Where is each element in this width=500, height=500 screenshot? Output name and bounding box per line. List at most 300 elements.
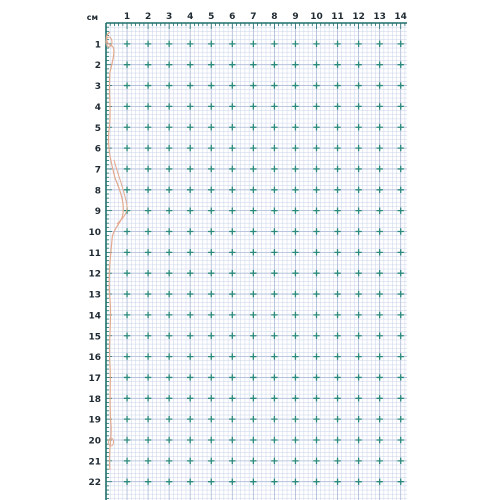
plus-cross-icon	[187, 395, 193, 401]
plus-cross-icon	[398, 291, 404, 297]
plus-cross-icon	[271, 41, 277, 47]
plus-cross-icon	[166, 416, 172, 422]
plus-cross-icon	[124, 124, 130, 130]
plus-cross-icon	[271, 145, 277, 151]
plus-cross-icon	[145, 395, 151, 401]
plus-cross-icon	[208, 103, 214, 109]
plus-cross-icon	[398, 166, 404, 172]
plus-cross-icon	[313, 145, 319, 151]
plus-cross-icon	[145, 479, 151, 485]
plus-cross-icon	[145, 291, 151, 297]
plus-cross-icon	[124, 395, 130, 401]
plus-cross-icon	[166, 228, 172, 234]
plus-cross-icon	[208, 270, 214, 276]
plus-cross-icon	[292, 395, 298, 401]
plus-cross-icon	[145, 312, 151, 318]
plus-cross-icon	[334, 312, 340, 318]
plus-cross-icon	[229, 103, 235, 109]
plus-cross-icon	[271, 228, 277, 234]
plus-cross-icon	[398, 479, 404, 485]
left-scale-label: 13	[88, 290, 101, 301]
plus-cross-icon	[398, 82, 404, 88]
plus-cross-icon	[145, 207, 151, 213]
plus-cross-icon	[376, 416, 382, 422]
plus-cross-icon	[313, 353, 319, 359]
plus-cross-icon	[187, 82, 193, 88]
left-scale-label: 4	[94, 102, 101, 113]
plus-cross-icon	[166, 249, 172, 255]
plus-cross-icon	[124, 62, 130, 68]
plus-cross-icon	[208, 395, 214, 401]
plus-cross-icon	[187, 228, 193, 234]
plus-cross-icon	[292, 166, 298, 172]
plus-cross-icon	[124, 249, 130, 255]
plus-cross-icon	[229, 249, 235, 255]
plus-cross-icon	[271, 416, 277, 422]
plus-cross-icon	[166, 291, 172, 297]
plus-cross-icon	[208, 416, 214, 422]
thread-decoration	[106, 32, 127, 470]
plus-cross-icon	[313, 124, 319, 130]
plus-cross-icon	[229, 62, 235, 68]
plus-cross-icon	[355, 270, 361, 276]
plus-cross-icon	[355, 41, 361, 47]
plus-cross-icon	[166, 124, 172, 130]
plus-cross-icon	[250, 207, 256, 213]
plus-cross-icon	[313, 187, 319, 193]
plus-cross-icon	[313, 374, 319, 380]
plus-cross-icon	[355, 353, 361, 359]
plus-cross-icon	[187, 249, 193, 255]
plus-cross-icon	[292, 333, 298, 339]
plus-cross-icon	[124, 270, 130, 276]
top-scale-label: 11	[331, 12, 344, 22]
plus-cross-icon	[229, 207, 235, 213]
top-scale-label: 14	[394, 12, 407, 22]
plus-cross-icon	[292, 416, 298, 422]
plus-cross-icon	[124, 312, 130, 318]
plus-cross-icon	[229, 333, 235, 339]
plus-cross-icon	[208, 353, 214, 359]
plus-cross-icon	[208, 291, 214, 297]
plus-cross-icon	[187, 62, 193, 68]
top-scale-label: 4	[187, 12, 194, 22]
plus-cross-icon	[250, 291, 256, 297]
plus-cross-icon	[355, 228, 361, 234]
plus-cross-icon	[208, 437, 214, 443]
top-scale-labels	[124, 12, 407, 22]
plus-cross-icon	[208, 228, 214, 234]
plus-cross-icon	[313, 103, 319, 109]
plus-cross-icon	[334, 145, 340, 151]
plus-cross-icon	[398, 62, 404, 68]
plus-cross-icon	[334, 270, 340, 276]
plus-cross-icon	[313, 479, 319, 485]
plus-cross-icon	[229, 458, 235, 464]
plus-cross-icon	[250, 249, 256, 255]
plus-cross-icon	[313, 416, 319, 422]
plus-cross-icon	[334, 124, 340, 130]
plus-cross-icon	[355, 166, 361, 172]
plus-cross-icon	[166, 458, 172, 464]
plus-cross-icon	[376, 166, 382, 172]
plus-cross-icon	[398, 187, 404, 193]
plus-cross-icon	[355, 458, 361, 464]
plus-cross-icon	[398, 41, 404, 47]
plus-cross-icon	[334, 479, 340, 485]
left-scale-label: 3	[94, 82, 101, 93]
plus-cross-icon	[229, 374, 235, 380]
left-scale-label: 2	[94, 61, 101, 72]
plus-cross-icon	[313, 291, 319, 297]
plus-cross-icon	[292, 479, 298, 485]
plus-cross-icon	[124, 333, 130, 339]
plus-cross-icon	[376, 270, 382, 276]
plus-cross-icon	[166, 41, 172, 47]
plus-cross-icon	[398, 228, 404, 234]
top-scale-label: 9	[292, 12, 299, 22]
plus-cross-icon	[124, 228, 130, 234]
plus-cross-icon	[376, 41, 382, 47]
plus-cross-icon	[271, 270, 277, 276]
plus-cross-icon	[334, 41, 340, 47]
plus-cross-icon	[166, 62, 172, 68]
plus-cross-icon	[187, 353, 193, 359]
plus-cross-icon	[398, 270, 404, 276]
plus-cross-icon	[376, 312, 382, 318]
plus-cross-icon	[145, 145, 151, 151]
plus-cross-icon	[334, 291, 340, 297]
plus-cross-icon	[398, 333, 404, 339]
plus-cross-icon	[271, 62, 277, 68]
left-scale-label: 12	[88, 269, 101, 280]
plus-cross-icon	[145, 228, 151, 234]
plus-cross-icon	[376, 62, 382, 68]
plus-cross-icon	[166, 207, 172, 213]
plus-cross-icon	[166, 103, 172, 109]
plus-cross-icon	[124, 145, 130, 151]
plus-cross-icon	[313, 41, 319, 47]
plus-cross-icon	[398, 416, 404, 422]
plus-cross-icon	[208, 249, 214, 255]
plus-cross-icon	[187, 207, 193, 213]
plus-cross-icon	[292, 82, 298, 88]
plus-cross-icon	[376, 479, 382, 485]
top-scale-label: 10	[310, 12, 323, 22]
plus-cross-icon	[229, 291, 235, 297]
plus-cross-icon	[208, 374, 214, 380]
plus-cross-icon	[208, 207, 214, 213]
plus-cross-icon	[271, 124, 277, 130]
plus-cross-icon	[166, 82, 172, 88]
left-scale-label: 19	[88, 415, 101, 426]
left-scale-label: 1	[94, 40, 101, 51]
plus-cross-icon	[376, 291, 382, 297]
plus-cross-icon	[292, 145, 298, 151]
plus-cross-icon	[187, 145, 193, 151]
plus-cross-icon	[250, 333, 256, 339]
plus-cross-icon	[334, 437, 340, 443]
left-scale-label: 17	[88, 373, 101, 384]
plus-cross-icon	[250, 479, 256, 485]
plus-cross-icon	[229, 353, 235, 359]
plus-cross-icon	[334, 395, 340, 401]
plus-cross-icon	[208, 124, 214, 130]
top-scale-label: 12	[352, 12, 365, 22]
plus-cross-icon	[355, 124, 361, 130]
plus-cross-icon	[313, 166, 319, 172]
plus-cross-icon	[187, 124, 193, 130]
plus-cross-icon	[166, 374, 172, 380]
plus-cross-icon	[292, 270, 298, 276]
plus-cross-icon	[398, 458, 404, 464]
plus-cross-icon	[166, 145, 172, 151]
plus-cross-icon	[313, 395, 319, 401]
plus-cross-icon	[208, 458, 214, 464]
plus-cross-icon	[376, 458, 382, 464]
plus-cross-icon	[355, 312, 361, 318]
plus-cross-icon	[124, 166, 130, 172]
plus-cross-icon	[355, 374, 361, 380]
plus-cross-icon	[208, 479, 214, 485]
plus-cross-icon	[334, 249, 340, 255]
plus-cross-icon	[355, 291, 361, 297]
plus-cross-icon	[250, 395, 256, 401]
left-scale-label: 11	[88, 248, 101, 259]
top-scale-label: 5	[208, 12, 215, 22]
plus-cross-icon	[187, 187, 193, 193]
plus-cross-icon	[334, 416, 340, 422]
plus-cross-icon	[208, 312, 214, 318]
plus-cross-icon	[334, 207, 340, 213]
ruler-edges	[106, 23, 407, 500]
plus-cross-icon	[398, 437, 404, 443]
plus-cross-icon	[250, 437, 256, 443]
plus-cross-icon	[355, 187, 361, 193]
plus-cross-icon	[124, 82, 130, 88]
plus-cross-icon	[124, 479, 130, 485]
plus-cross-icon	[229, 166, 235, 172]
plus-cross-icon	[271, 291, 277, 297]
plus-cross-icon	[145, 333, 151, 339]
plus-cross-icon	[229, 416, 235, 422]
plus-cross-icon	[355, 103, 361, 109]
plus-cross-icon	[229, 270, 235, 276]
plus-cross-icon	[292, 62, 298, 68]
top-scale-label: 8	[271, 12, 278, 22]
plus-cross-icon	[229, 312, 235, 318]
plus-cross-icon	[124, 291, 130, 297]
top-scale-label: 6	[229, 12, 236, 22]
plus-cross-icon	[187, 291, 193, 297]
plus-cross-icon	[398, 124, 404, 130]
plus-cross-icon	[250, 353, 256, 359]
plus-cross-icon	[229, 82, 235, 88]
plus-cross-icon	[313, 207, 319, 213]
left-scale-label: 10	[88, 228, 101, 238]
plus-cross-icon	[271, 166, 277, 172]
plus-cross-icon	[145, 270, 151, 276]
left-scale-label: 5	[94, 123, 101, 134]
plus-cross-icon	[271, 333, 277, 339]
plus-cross-icon	[124, 103, 130, 109]
plus-cross-icon	[145, 187, 151, 193]
plus-cross-icon	[124, 187, 130, 193]
plus-cross-icon	[250, 312, 256, 318]
plus-cross-icon	[145, 166, 151, 172]
plus-cross-icon	[250, 166, 256, 172]
plus-cross-icon	[355, 333, 361, 339]
plus-cross-icon	[355, 416, 361, 422]
plus-cross-icon	[166, 187, 172, 193]
plus-cross-icon	[166, 437, 172, 443]
plus-cross-icon	[313, 249, 319, 255]
plus-cross-icon	[292, 103, 298, 109]
plus-cross-icon	[145, 124, 151, 130]
plus-cross-icon	[145, 249, 151, 255]
unit-label: см	[86, 13, 98, 22]
fine-grid-lines	[106, 23, 407, 500]
left-scale-label: 9	[94, 207, 101, 218]
plus-cross-icon	[124, 437, 130, 443]
plus-cross-icon	[313, 437, 319, 443]
plus-cross-icon	[313, 333, 319, 339]
plus-cross-icon	[229, 124, 235, 130]
plus-cross-icon	[376, 333, 382, 339]
plus-cross-icon	[376, 228, 382, 234]
plus-cross-icon	[334, 187, 340, 193]
plus-cross-icon	[166, 333, 172, 339]
plus-cross-icon	[124, 458, 130, 464]
left-scale-label: 14	[88, 311, 101, 322]
plus-cross-icon	[398, 395, 404, 401]
plus-cross-icon	[376, 395, 382, 401]
plus-cross-icon	[166, 353, 172, 359]
plus-cross-icon	[355, 479, 361, 485]
plus-cross-icon	[208, 41, 214, 47]
plus-cross-icon	[355, 62, 361, 68]
plus-cross-icon	[229, 395, 235, 401]
plus-cross-icon	[187, 166, 193, 172]
plus-cross-icon	[376, 124, 382, 130]
plus-cross-icon	[292, 437, 298, 443]
plus-cross-icon	[271, 395, 277, 401]
plus-cross-icon	[124, 374, 130, 380]
plus-cross-icon	[313, 458, 319, 464]
plus-cross-icon	[334, 62, 340, 68]
plus-cross-icon	[271, 479, 277, 485]
plus-cross-icon	[145, 62, 151, 68]
plus-cross-icon	[376, 249, 382, 255]
plus-cross-icon	[376, 353, 382, 359]
plus-cross-icon	[334, 374, 340, 380]
plus-cross-icon	[229, 479, 235, 485]
plus-cross-icon	[208, 333, 214, 339]
plus-cross-icon	[292, 458, 298, 464]
plus-cross-icon	[292, 228, 298, 234]
plus-cross-icon	[187, 374, 193, 380]
plus-cross-icon	[398, 145, 404, 151]
left-scale-label: 21	[88, 457, 101, 468]
top-scale-label: 2	[144, 12, 152, 22]
left-scale-label: 7	[94, 165, 101, 176]
top-scale-label: 1	[123, 12, 131, 22]
plus-cross-icon	[250, 62, 256, 68]
plus-cross-icon	[208, 82, 214, 88]
left-scale-labels	[88, 40, 101, 488]
plus-cross-icon	[250, 374, 256, 380]
plus-cross-icon	[208, 62, 214, 68]
plus-cross-icon	[271, 82, 277, 88]
plus-cross-icon	[271, 437, 277, 443]
plus-cross-icon	[145, 353, 151, 359]
plus-cross-icon	[355, 395, 361, 401]
plus-cross-icon	[229, 145, 235, 151]
plus-cross-icon	[145, 41, 151, 47]
plus-cross-icon	[250, 103, 256, 109]
plus-cross-icon	[145, 458, 151, 464]
plus-cross-icon	[398, 312, 404, 318]
plus-cross-icon	[271, 312, 277, 318]
plus-cross-icon	[250, 416, 256, 422]
plus-cross-icon	[313, 228, 319, 234]
left-scale-label: 8	[94, 186, 101, 197]
plus-cross-icon	[187, 41, 193, 47]
plus-cross-icon	[376, 207, 382, 213]
plus-cross-icon	[355, 145, 361, 151]
plus-cross-icon	[250, 270, 256, 276]
left-scale-label: 16	[88, 353, 101, 364]
plus-cross-icon	[250, 41, 256, 47]
plus-cross-icon	[355, 207, 361, 213]
plus-cross-icon	[229, 437, 235, 443]
plus-cross-icon	[124, 41, 130, 47]
plus-cross-icon	[187, 312, 193, 318]
plus-cross-icon	[376, 145, 382, 151]
plus-cross-icon	[271, 103, 277, 109]
plus-cross-icon	[208, 145, 214, 151]
plus-cross-icon	[145, 82, 151, 88]
plus-cross-icon	[292, 41, 298, 47]
plus-cross-icon	[208, 187, 214, 193]
plus-cross-icon	[187, 333, 193, 339]
plus-cross-icon	[376, 437, 382, 443]
plus-cross-icon	[292, 291, 298, 297]
plus-cross-icon	[271, 374, 277, 380]
plus-cross-icon	[145, 374, 151, 380]
plus-cross-icon	[355, 437, 361, 443]
plus-cross-icon	[334, 166, 340, 172]
plus-cross-icon	[250, 145, 256, 151]
plus-cross-icon	[398, 207, 404, 213]
plus-cross-icon	[250, 124, 256, 130]
plus-cross-icon	[145, 103, 151, 109]
left-scale-label: 22	[88, 478, 101, 489]
plus-cross-icon	[376, 374, 382, 380]
plus-cross-icon	[250, 187, 256, 193]
plus-cross-icon	[376, 187, 382, 193]
plus-cross-icon	[166, 479, 172, 485]
plus-cross-icon	[398, 374, 404, 380]
plus-cross-icon	[376, 103, 382, 109]
plus-cross-icon	[398, 249, 404, 255]
plus-cross-icon	[271, 353, 277, 359]
plus-cross-icon	[250, 458, 256, 464]
plus-cross-icon	[166, 312, 172, 318]
plus-cross-icon	[166, 395, 172, 401]
plus-cross-icon	[250, 82, 256, 88]
plus-cross-icon	[208, 166, 214, 172]
